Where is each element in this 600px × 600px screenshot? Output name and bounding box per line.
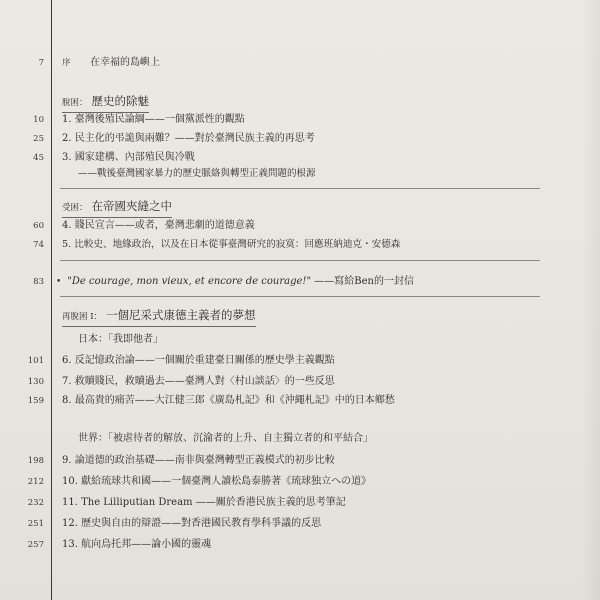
entry-title: 12. 歷史與自由的辯證——對香港國民教育學科爭議的反思	[62, 518, 322, 529]
page-number: 212	[27, 477, 44, 487]
divider	[60, 260, 540, 261]
page-number: 159	[27, 396, 44, 406]
interlude-note: ——寫給Ben的一封信	[314, 276, 414, 287]
part-label: 受困：	[62, 203, 88, 213]
preface-title: 在幸福的島嶼上	[90, 57, 160, 68]
part-heading	[0, 197, 600, 215]
page-number: 60	[33, 221, 44, 231]
part-label: 再脫困 I：	[62, 312, 103, 322]
divider	[60, 296, 540, 297]
toc-entry	[0, 473, 600, 491]
part-heading	[0, 92, 600, 110]
bullet-icon: •	[56, 277, 62, 287]
page-number: 10	[33, 115, 44, 125]
page-number: 74	[33, 240, 44, 250]
toc-entry-interlude	[0, 273, 600, 291]
entry-title: 5. 比較史、地緣政治，以及在日本從事臺灣研究的寂寞：回應班納迪克・安德森	[62, 239, 401, 250]
part-title: 歷史的除魅	[91, 94, 150, 108]
toc-entry	[0, 111, 600, 129]
entry-title: 11. The Lilliputian Dream ——關於香港民族主義的思考筆記	[62, 497, 346, 508]
toc-entry	[0, 494, 600, 512]
entry-title: 10. 獻給琉球共和國——一個臺灣人讀松島泰勝著《琉球独立への道》	[62, 476, 372, 487]
toc-entry	[0, 130, 600, 148]
toc-entry	[0, 452, 600, 470]
page-number: 198	[27, 456, 44, 466]
entry-title: 6. 反記憶政治論——一個關於重建臺日關係的歷史學主義觀點	[62, 355, 335, 366]
page-number: 101	[27, 356, 44, 366]
toc-entry	[0, 352, 600, 370]
toc-entry-subtitle	[0, 165, 600, 183]
part-title: 在帝國夾縫之中	[91, 199, 173, 213]
entry-title: 3. 國家建構、內部殖民與冷戰	[62, 152, 195, 163]
page-number: 257	[27, 540, 44, 550]
page-number: 232	[27, 498, 44, 508]
page-number: 25	[33, 134, 44, 144]
entry-title: 13. 航向烏托邦——論小國的靈魂	[62, 539, 212, 550]
toc-entry	[0, 236, 600, 254]
part-label: 脫困：	[62, 98, 88, 108]
entry-title: 8. 最高貴的痛苦——大江健三郎《廣島札記》和《沖繩札記》中的日本鄉愁	[62, 395, 395, 406]
entry-subtitle: ——戰後臺灣國家暴力的歷史脈絡與轉型正義問題的根源	[78, 168, 316, 179]
page-number: 7	[38, 58, 44, 68]
preface-label: 序	[62, 58, 71, 68]
entry-title: 7. 救贖賤民，救贖過去——臺灣人對〈村山談話〉的一些反思	[62, 376, 335, 387]
interlude-quote: "De courage, mon vieux, et encore de courage!"	[67, 276, 312, 287]
part-title: 一個尼采式康德主義者的夢想	[106, 308, 256, 322]
section-title: 世界：「被虐待者的解放、沉淪者的上升、自主獨立者的和平結合」	[78, 433, 373, 444]
entry-title: 9. 論道德的政治基礎——南非與臺灣轉型正義模式的初步比較	[62, 455, 335, 466]
entry-title: 2. 民主化的弔詭與兩難？——對於臺灣民族主義的再思考	[62, 133, 315, 144]
page-number: 45	[33, 153, 44, 163]
divider	[60, 188, 540, 189]
part-heading	[0, 306, 600, 324]
entry-title: 1. 臺灣後殖民論綱——一個黨派性的觀點	[62, 114, 245, 125]
toc-entry	[0, 217, 600, 235]
toc-entry-preface	[0, 54, 600, 72]
entry-title: 4. 賤民宣言——或者，臺灣悲劇的道德意義	[62, 220, 255, 231]
section-heading	[0, 430, 600, 448]
section-title: 日本：「我即他者」	[78, 334, 163, 345]
toc-entry	[0, 536, 600, 554]
toc-entry	[0, 373, 600, 391]
toc-entry	[0, 392, 600, 410]
page-number: 251	[27, 519, 44, 529]
page-number: 130	[27, 377, 44, 387]
page-number: 83	[33, 277, 44, 287]
section-heading	[0, 331, 600, 349]
toc-entry	[0, 515, 600, 533]
